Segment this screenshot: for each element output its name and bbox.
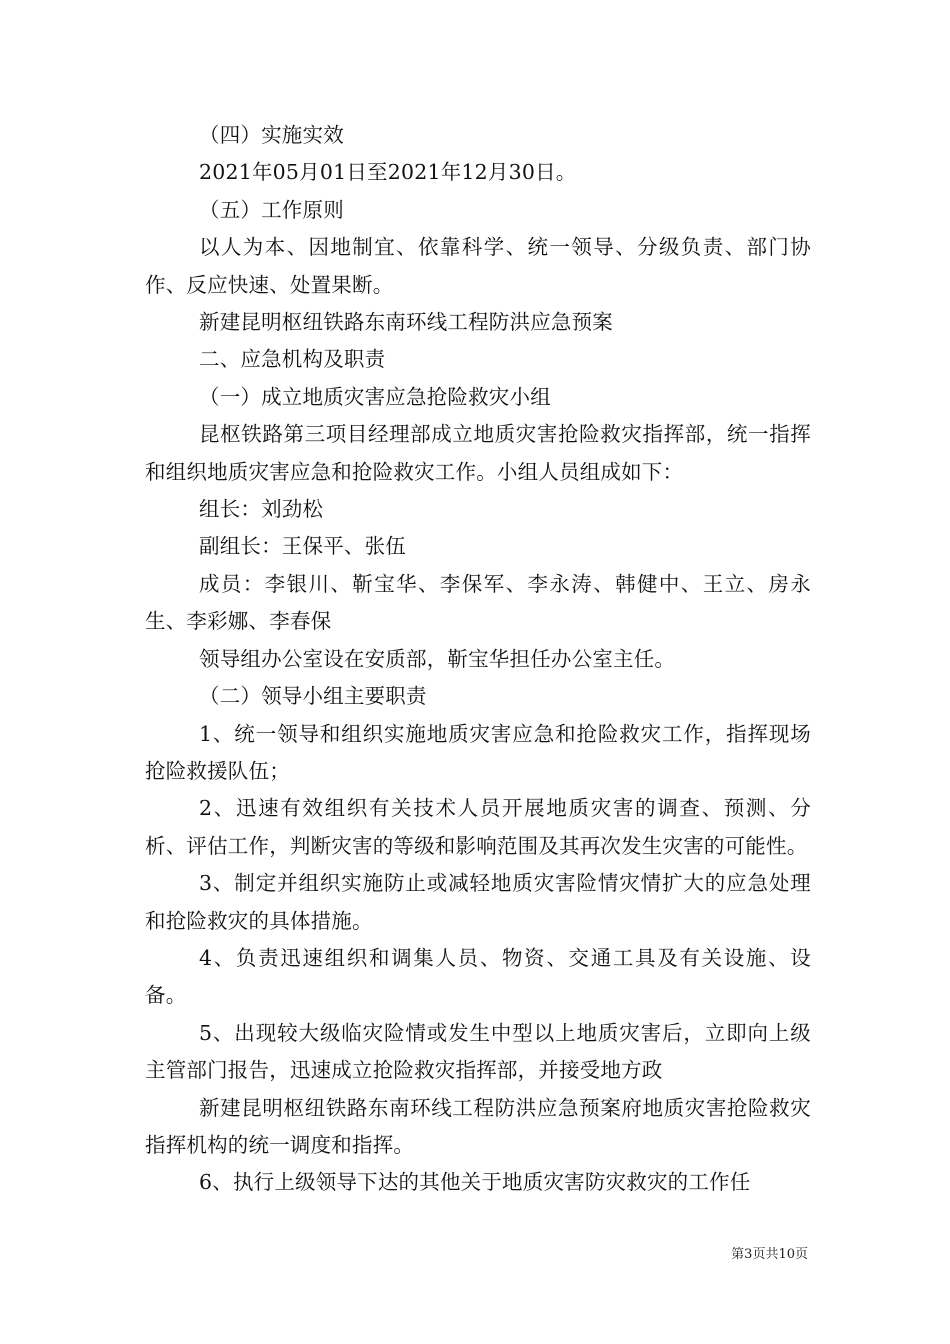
duty-item-6: 6、执行上级领导下达的其他关于地质灾害防灾救灾的工作任 <box>199 1170 751 1195</box>
section-heading-work-principles: （五）工作原则 <box>199 197 344 222</box>
page-number-footer: 第3页共10页 <box>731 1247 808 1262</box>
section-heading-organization: 二、应急机构及职责 <box>199 347 386 372</box>
team-setup-text: 昆枢铁路第三项目经理部成立地质灾害抢险救灾指挥部，统一指挥和组织地质灾害应急和抢险救灾工作。小组人员组成如下： <box>145 422 811 484</box>
team-leader: 组长：刘劲松 <box>199 497 324 522</box>
team-members: 成员：李银川、靳宝华、李保军、李永涛、韩健中、王立、房永生、李彩娜、李春保 <box>145 571 811 634</box>
section-heading-implementation-period: （四）实施实效 <box>199 123 344 147</box>
document-body <box>145 117 811 1202</box>
duty-item-5-continued: 新建昆明枢纽铁路东南环线工程防洪应急预案府地质灾害抢险救灾指挥机构的统一调度和指挥。 <box>145 1095 811 1157</box>
duty-item-2: 2、迅速有效组织有关技术人员开展地质灾害的调查、预测、分析、评估工作，判断灾害的等级和影响范围及其再次发生灾害的可能性。 <box>145 796 811 858</box>
duty-item-5: 5、出现较大级临灾险情或发生中型以上地质灾害后，立即向上级主管部门报告，迅速成立抢险救灾指挥部，并接受地方政 <box>145 1020 811 1083</box>
subsection-heading-team-setup: （一）成立地质灾害应急抢险救灾小组 <box>199 384 551 409</box>
deputy-leaders: 副组长：王保平、张伍 <box>199 534 406 559</box>
plan-title-line: 新建昆明枢纽铁路东南环线工程防洪应急预案 <box>199 310 613 335</box>
duty-item-3: 3、制定并组织实施防止或减轻地质灾害险情灾情扩大的应急处理和抢险救灾的具体措施。 <box>145 871 811 933</box>
office-location: 领导组办公室设在安质部，靳宝华担任办公室主任。 <box>199 646 676 671</box>
work-principles-text: 以人为本、因地制宜、依靠科学、统一领导、分级负责、部门协作、反应快速、处置果断。 <box>145 235 811 297</box>
duty-item-4: 4、负责迅速组织和调集人员、物资、交通工具及有关设施、设备。 <box>145 945 811 1008</box>
subsection-heading-duties: （二）领导小组主要职责 <box>199 684 427 709</box>
implementation-date-range: 2021年05月01日至2021年12月30日。 <box>199 160 577 185</box>
duty-item-1: 1、统一领导和组织实施地质灾害应急和抢险救灾工作，指挥现场抢险救援队伍； <box>145 721 811 783</box>
